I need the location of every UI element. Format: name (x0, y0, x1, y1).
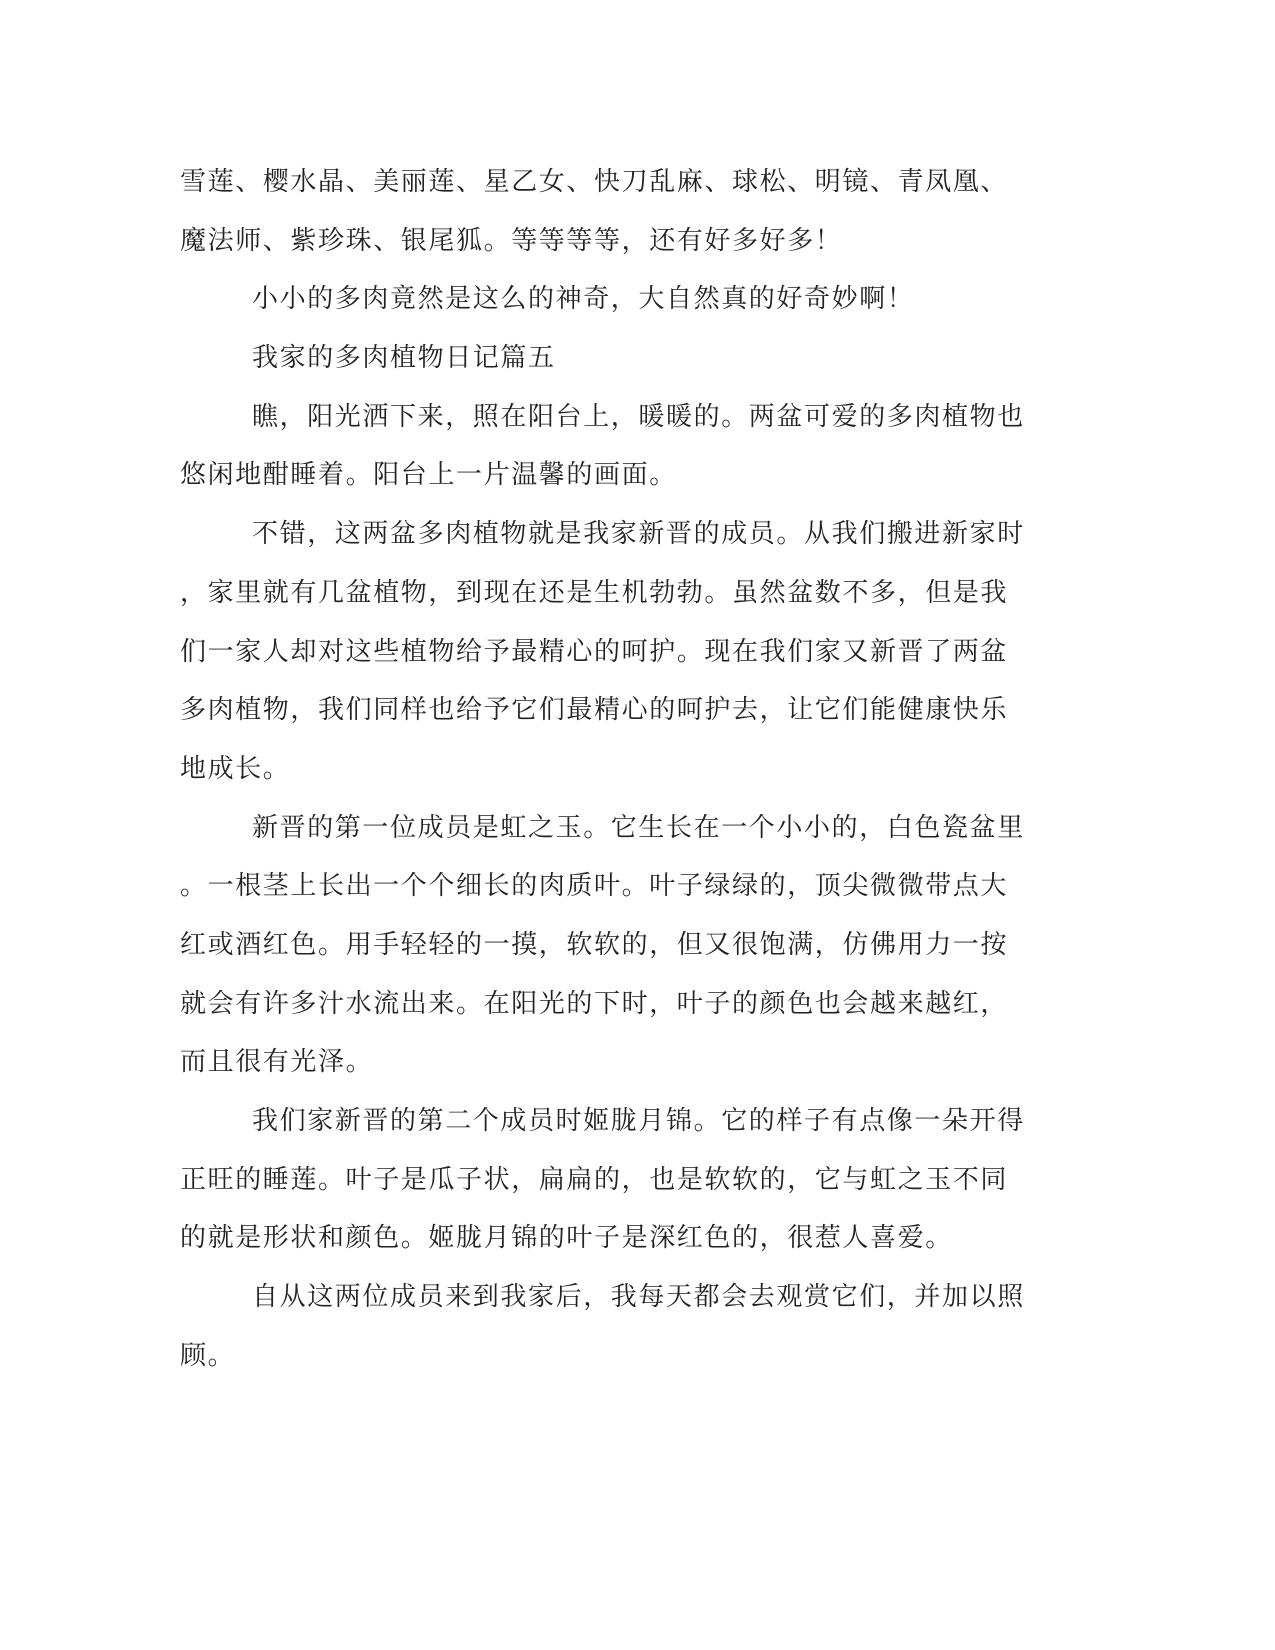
text-line: 红或酒红色。用手轻轻的一摸，软软的，但又很饱满，仿佛用力一按 (180, 929, 1009, 960)
paragraph (180, 153, 1080, 270)
section-title (180, 329, 1080, 388)
text-line: 新晋的第一位成员是虹之玉。它生长在一个小小的，白色瓷盆里 (252, 812, 1025, 843)
text-line: 多肉植物，我们同样也给予它们最精心的呵护去，让它们能健康快乐 (180, 695, 1009, 726)
text-line: 们一家人却对这些植物给予最精心的呵护。现在我们家又新晋了两盆 (180, 636, 1009, 667)
text-line: 就会有许多汁水流出来。在阳光的下时，叶子的颜色也会越来越红， (180, 988, 1009, 1019)
text-line: 我们家新晋的第二个成员时姬胧月锦。它的样子有点像一朵开得 (252, 1106, 1025, 1136)
text-line: ，家里就有几盆植物，到现在还是生机勃勃。虽然盆数不多，但是我 (180, 577, 1009, 608)
text-line: 的就是形状和颜色。姬胧月锦的叶子是深红色的，很惹人喜爱。 (180, 1223, 953, 1254)
document-body (180, 153, 1080, 1385)
text-line: 魔法师、紫珍珠、银尾狐。等等等等，还有好多好多！ (180, 225, 843, 256)
text-line: 瞧，阳光洒下来，照在阳台上，暖暖的。两盆可爱的多肉植物也 (252, 401, 1025, 432)
paragraph (180, 1268, 1080, 1385)
text-line: 自从这两位成员来到我家后，我每天都会去观赏它们，并加以照 (252, 1282, 1025, 1313)
section-title-text: 我家的多肉植物日记篇五 (252, 343, 556, 374)
text-line: 雪莲、樱水晶、美丽莲、星乙女、快刀乱麻、球松、明镜、青凤凰、 (180, 167, 1009, 197)
text-line: 。一根茎上长出一个个细长的肉质叶。叶子绿绿的，顶尖微微带点大 (180, 871, 1009, 902)
text-line: 小小的多肉竟然是这么的神奇，大自然真的好奇妙啊！ (252, 284, 915, 315)
paragraph (180, 270, 1080, 329)
paragraph (180, 505, 1080, 798)
text-line: 悠闲地酣睡着。阳台上一片温馨的画面。 (180, 460, 677, 491)
paragraph (180, 799, 1080, 1092)
text-line: 不错，这两盆多肉植物就是我家新晋的成员。从我们搬进新家时 (252, 519, 1025, 550)
text-line: 顾。 (180, 1340, 236, 1371)
paragraph (180, 388, 1080, 505)
text-line: 地成长。 (180, 753, 291, 784)
paragraph (180, 1092, 1080, 1268)
text-line: 而且很有光泽。 (180, 1047, 374, 1078)
text-line: 正旺的睡莲。叶子是瓜子状，扁扁的，也是软软的，它与虹之玉不同 (180, 1164, 1009, 1195)
